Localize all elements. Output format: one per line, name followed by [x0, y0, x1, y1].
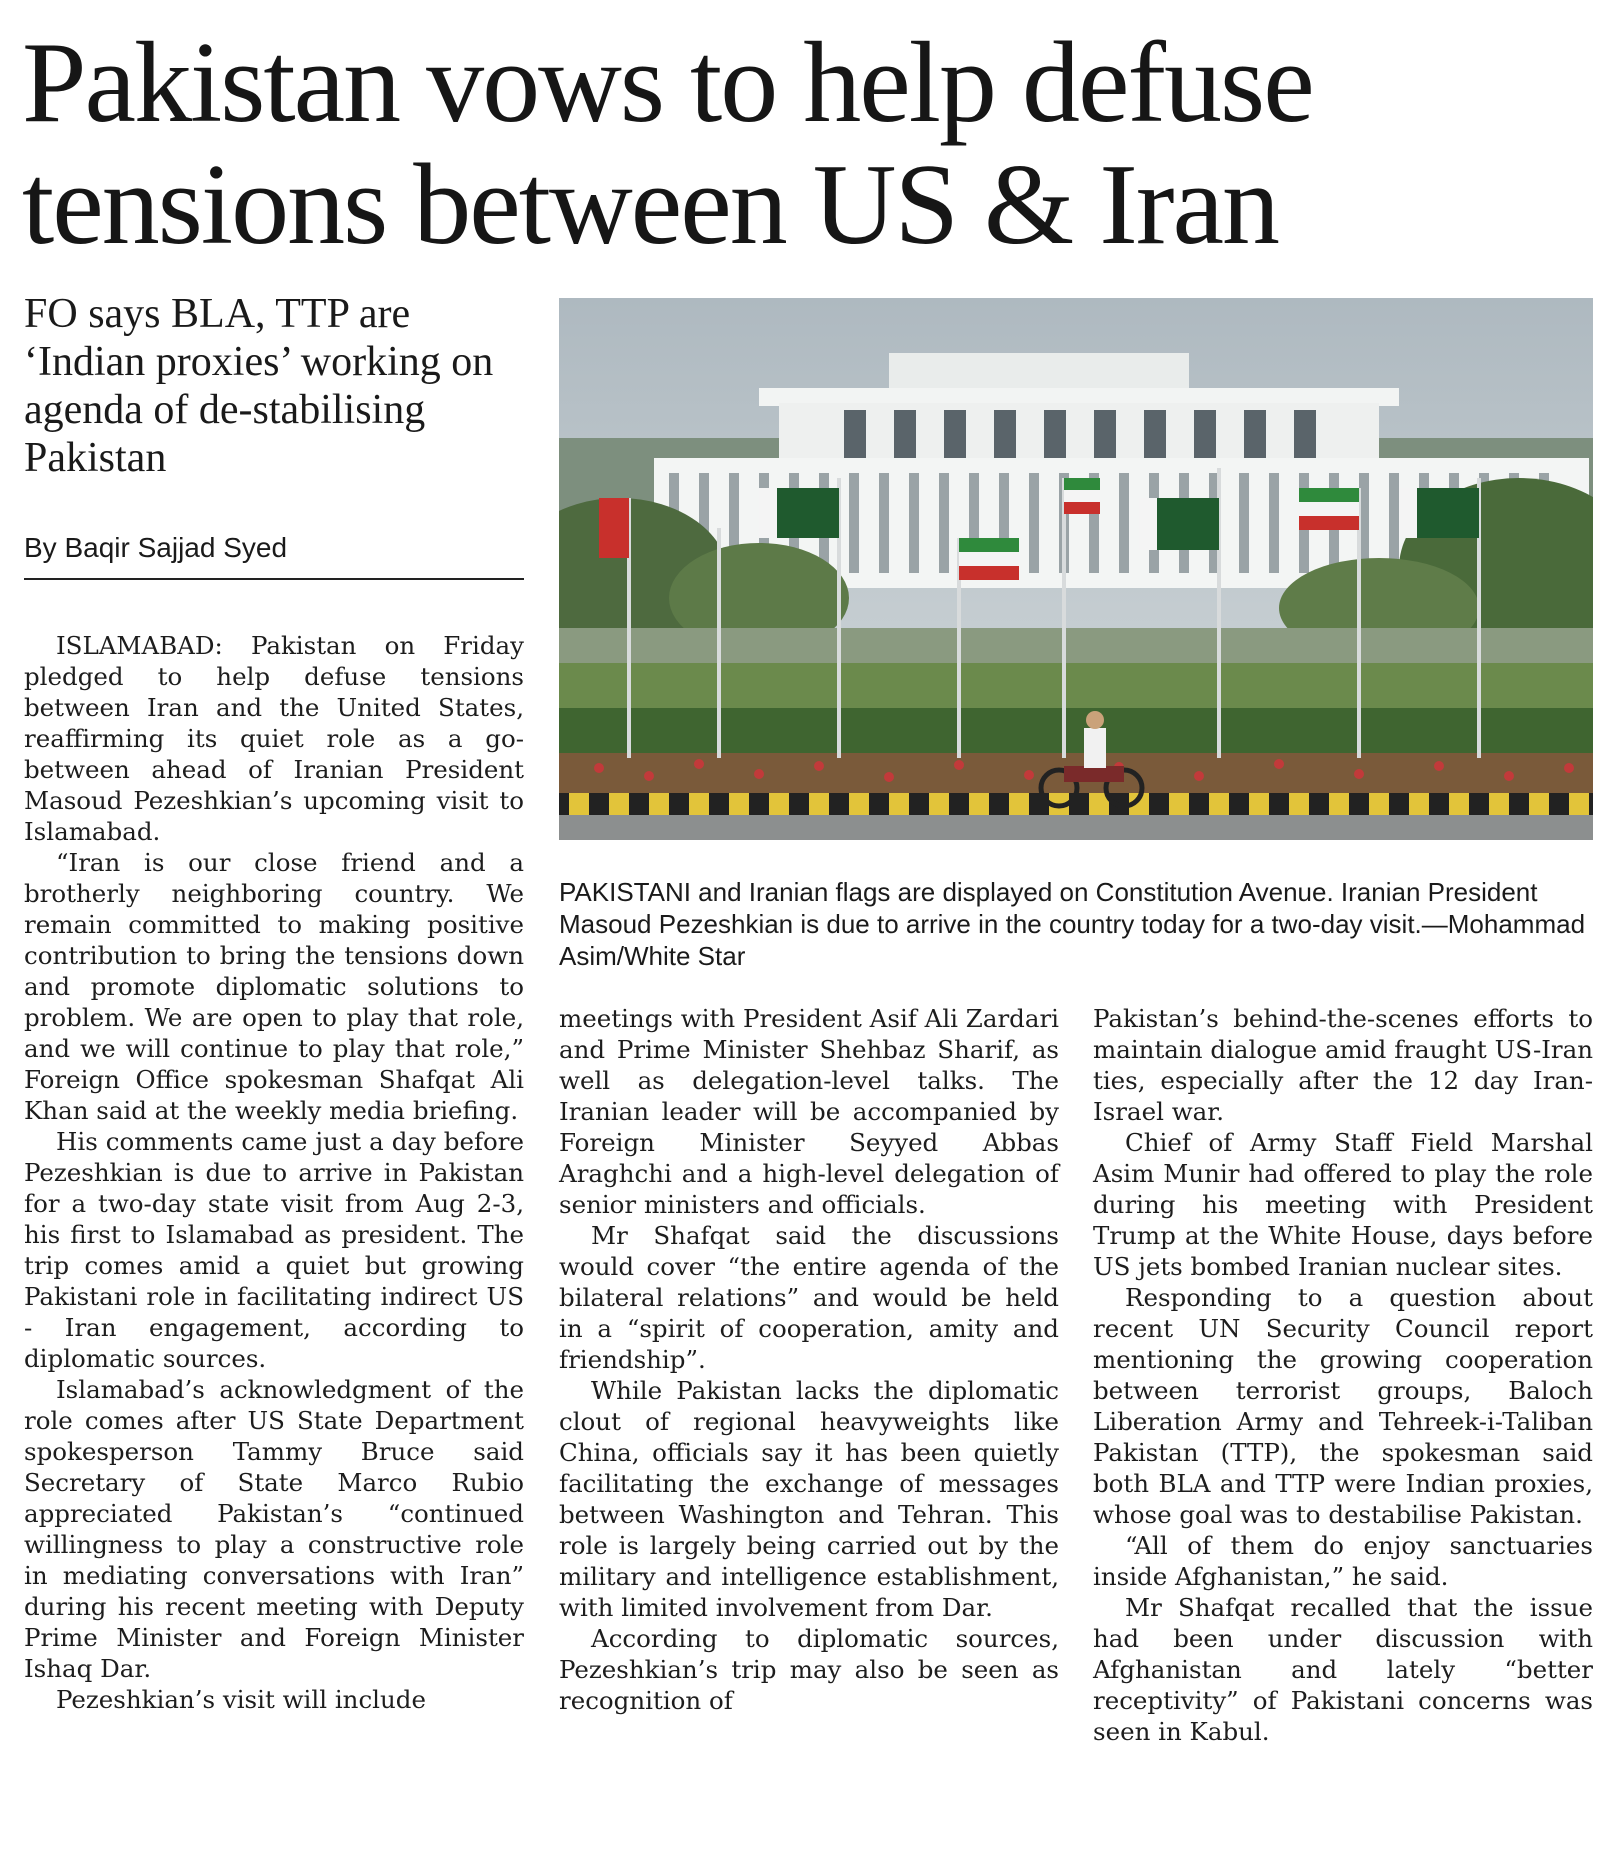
headline: Pakistan vows to help defuse tensions between US & Iran	[22, 19, 1313, 269]
paragraph: meetings with President Asif Ali Zardari and Prime Minister Shehbaz Sharif, as well as delegation-level talks. The Iranian leader will be accompanied by Foreign Minister Seyyed Abbas Araghchi and a high-level delegation of senior ministers and officials.	[559, 1004, 1059, 1219]
article-column-1	[24, 630, 524, 1715]
photo-caption: PAKISTANI and Iranian flags are displayed on Constitution Avenue. Iranian President Masoud Pezeshkian is due to arrive in the country today for a two-day visit.—Mohammad Asim/White Star	[559, 877, 1586, 971]
paragraph: Mr Shafqat recalled that the issue had been under discussion with Afghanistan and lately “better receptivity” of Pakistani concerns was seen in Kabul.	[1093, 1593, 1593, 1746]
article-column-2	[559, 1003, 1059, 1716]
byline: By Baqir Sajjad Syed	[24, 530, 524, 580]
news-photo	[559, 298, 1593, 840]
article-column-3	[1093, 1003, 1593, 1747]
paragraph: While Pakistan lacks the diplomatic clout of regional heavyweights like China, officials say it has been quietly facilitating the exchange of messages between Washington and Tehran. This role is largely being carried out by the military and intelligence establishment, with limited involvement from Dar.	[559, 1376, 1059, 1622]
paragraph: Pakistan’s behind-the-scenes efforts to maintain dialogue amid fraught US-Iran ties, especially after the 12 day Iran-Israel war.	[1093, 1004, 1593, 1126]
paragraph: His comments came just a day before Pezeshkian is due to arrive in Pakistan for a two-day state visit from Aug 2-3, his first to Islamabad as president. The trip comes amid a quiet but growing Pakistani role in facilitating indirect US - Iran engagement, according to diplomatic sources.	[24, 1127, 524, 1373]
paragraph: Islamabad’s acknowledgment of the role comes after US State Department spokesperson Tammy Bruce said Secretary of State Marco Rubio appreciated Pakistan’s “continued willingness to play a constructive role in mediating conversations with Iran” during his recent meeting with Deputy Prime Minister and Foreign Minister Ishaq Dar.	[24, 1375, 524, 1683]
paragraph: Mr Shafqat said the discussions would cover “the entire agenda of the bilateral relations” and would be held in a “spirit of cooperation, amity and friendship”.	[559, 1221, 1059, 1374]
paragraph: “All of them do enjoy sanctuaries inside Afghanistan,” he said.	[1093, 1531, 1593, 1591]
subheadline: FO says BLA, TTP are ‘Indian proxies’ working on agenda of de-stabilising Pakistan	[24, 291, 494, 481]
paragraph: According to diplomatic sources, Pezeshkian’s trip may also be seen as recognition of	[559, 1624, 1059, 1715]
paragraph: “Iran is our close friend and a brotherly neighboring country. We remain committed to making positive contribution to bring the tensions down and promote diplomatic solutions to problem. We are open to play that role, and we will continue to play that role,” Foreign Office spokesman Shafqat Ali Khan said at the weekly media briefing.	[24, 848, 524, 1125]
paragraph: Responding to a question about recent UN Security Council report mentioning the growing cooperation between terrorist groups, Baloch Liberation Army and Tehreek-i-Taliban Pakistan (TTP), the spokesman said both BLA and TTP were Indian proxies, whose goal was to destabilise Pakistan.	[1093, 1283, 1593, 1529]
paragraph: Chief of Army Staff Field Marshal Asim Munir had offered to play the role during his meeting with President Trump at the White House, days before US jets bombed Iranian nuclear sites.	[1093, 1128, 1593, 1281]
paragraph: Pezeshkian’s visit will include	[56, 1685, 426, 1714]
paragraph: ISLAMABAD: Pakistan on Friday pledged to help defuse tensions between Iran and the United States, reaffirming its quiet role as a go-between ahead of Iranian President Masoud Pezeshkian’s upcoming visit to Islamabad.	[24, 631, 524, 846]
